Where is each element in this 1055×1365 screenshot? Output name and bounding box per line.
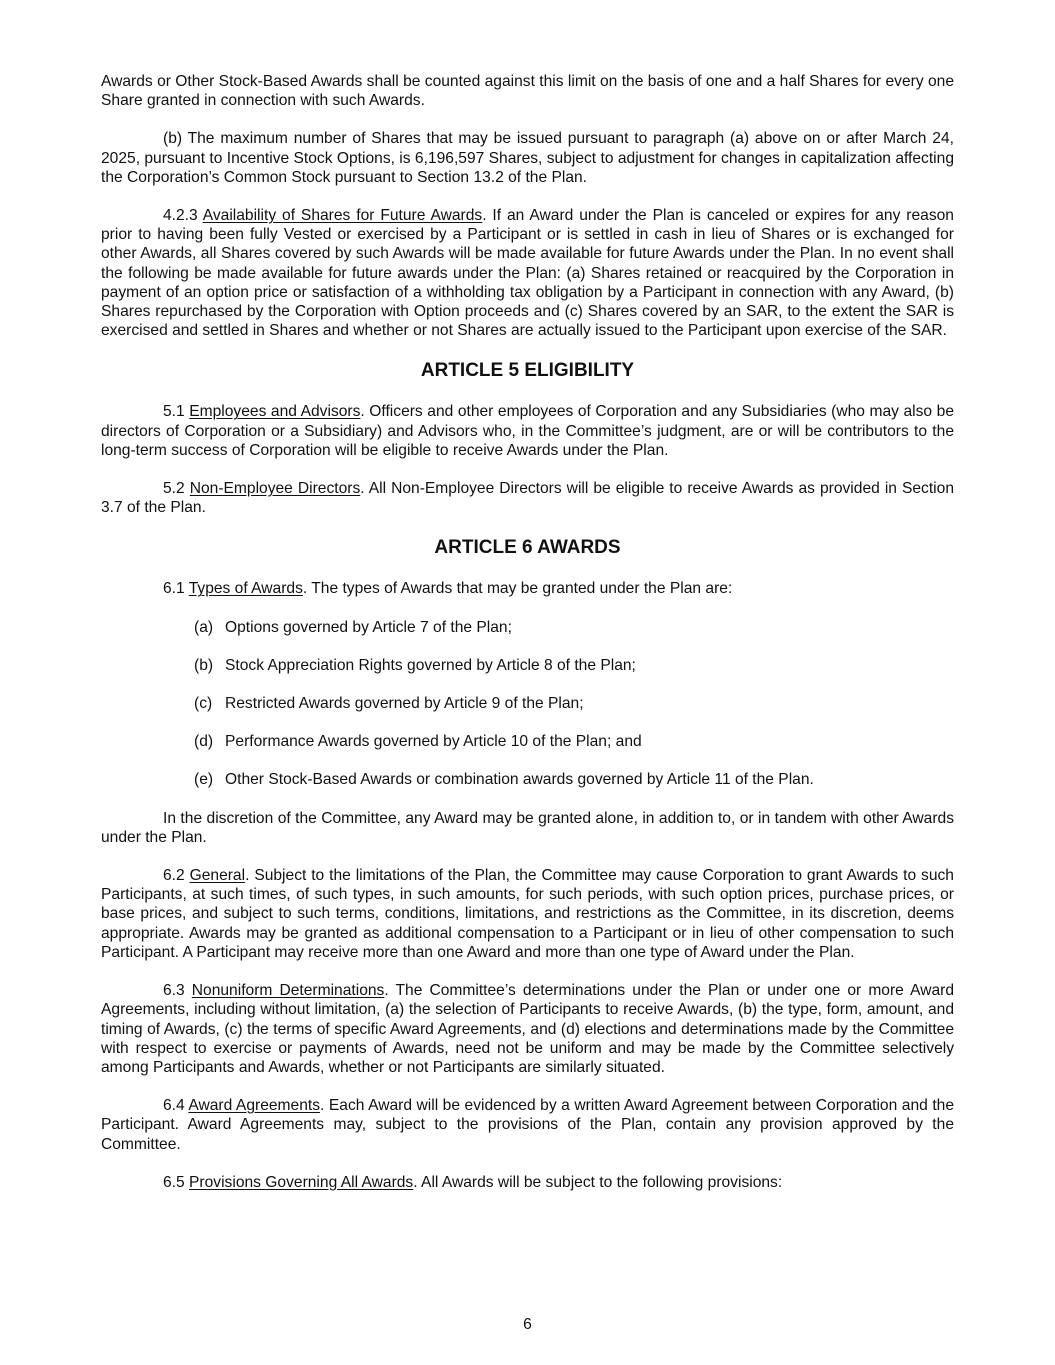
- section-6-1: [101, 579, 954, 598]
- article-5-heading: ARTICLE 5 ELIGIBILITY: [420, 360, 635, 382]
- section-number: 5.2: [163, 480, 185, 498]
- item-label: (d): [194, 733, 214, 751]
- section-number: 6.3: [163, 982, 185, 1000]
- section-title: Types of Awards: [188, 580, 303, 598]
- intro-continuation-paragraph: Awards or Other Stock-Based Awards shall be counted against this limit on the basis of one and a half Shares for every one Share granted in connection with such Awards.: [101, 73, 954, 110]
- award-type-item: [101, 618, 954, 637]
- section-title: Availability of Shares for Future Awards: [202, 207, 483, 225]
- section-5-1: [101, 402, 954, 460]
- section-6-5: [101, 1173, 954, 1192]
- section-title: General: [189, 867, 246, 885]
- discretion-paragraph: In the discretion of the Committee, any Award may be granted alone, in addition to, or in tandem with other Awards under the Plan.: [101, 809, 954, 846]
- section-text: . The types of Awards that may be granted under the Plan are:: [302, 580, 733, 598]
- award-type-item: [101, 770, 954, 789]
- section-title: Nonuniform Determinations: [191, 982, 385, 1000]
- item-text: Performance Awards governed by Article 10 of the Plan; and: [225, 733, 642, 751]
- item-text: Other Stock-Based Awards or combination awards governed by Article 11 of the Plan.: [225, 771, 814, 789]
- item-label: (c): [194, 695, 213, 713]
- section-number: 6.2: [163, 867, 185, 885]
- section-text: . Each Award will be evidenced by a written Award Agreement between Corporation and the Participant. Award Agreements may, subject to the provisions of the Plan, contain any provision approved by the Committee.: [101, 1097, 954, 1153]
- page-number: 6: [523, 1316, 532, 1333]
- section-title: Non-Employee Directors: [189, 480, 361, 498]
- section-4-2-3: [101, 206, 954, 340]
- award-type-item: [101, 694, 954, 713]
- award-type-item: [101, 656, 954, 675]
- section-text: . All Non-Employee Directors will be eligible to receive Awards as provided in Section 3.7 of the Plan.: [101, 480, 954, 517]
- section-text: . The Committee’s determinations under the Plan or under one or more Award Agreements, including without limitation, (a) the selection of Participants to receive Awards, (b) the type, form, amount, and timing of Awards, (c) the terms of specific Award Agreements, and (d) elections and determinations made by the Committee with respect to exercise or payments of Awards, need not be uniform and may be made by the Committee selectively among Participants and Awards, whether or not Participants are similarly situated.: [101, 982, 954, 1076]
- section-text: . Officers and other employees of Corporation and any Subsidiaries (who may also be directors of Corporation or a Subsidiary) and Advisors who, in the Committee’s judgment, are or will be contributors to the long-term success of Corporation will be eligible to receive Awards under the Plan.: [101, 403, 954, 459]
- paragraph-b: (b) The maximum number of Shares that may be issued pursuant to paragraph (a) above on or after March 24, 2025, pursuant to Incentive Stock Options, is 6,196,597 Shares, subject to adjustment for changes in capitalization affecting the Corporation’s Common Stock pursuant to Section 13.2 of the Plan.: [101, 130, 954, 186]
- section-text: . All Awards will be subject to the following provisions:: [413, 1173, 783, 1191]
- section-text: . Subject to the limitations of the Plan, the Committee may cause Corporation to grant Awards to such Participants, at such times, of such types, in such amounts, for such periods, with such option prices, purchase prices, or base prices, and subject to such terms, conditions, limitations, and restrictions as the Committee, in its discretion, deems appropriate. Awards may be granted as additional compensation to a Participant or in lieu of other compensation to such Participant. A Participant may receive more than one Award and more than one type of Award under the Plan.: [101, 867, 954, 961]
- section-number: 5.1: [163, 403, 185, 421]
- section-5-2: [101, 479, 954, 517]
- item-label: (e): [194, 771, 214, 789]
- item-label: (a): [194, 618, 214, 636]
- item-text: Restricted Awards governed by Article 9 of the Plan;: [225, 695, 584, 713]
- document-page: [101, 72, 954, 1192]
- section-title: Award Agreements: [188, 1097, 321, 1115]
- section-number: 4.2.3: [163, 207, 198, 225]
- item-text: Options governed by Article 7 of the Plan;: [225, 618, 512, 636]
- item-label: (b): [194, 656, 214, 674]
- section-number: 6.1: [163, 580, 185, 598]
- section-title: Employees and Advisors: [189, 403, 361, 421]
- section-6-2: [101, 866, 954, 962]
- section-text: . If an Award under the Plan is canceled or expires for any reason prior to having been fully Vested or exercised by a Participant or is settled in cash in lieu of Shares or is exchanged for other Awards, all Shares covered by such Awards will be made available for future Awards under the Plan. In no event shall the following be made available for future awards under the Plan: (a) Shares retained or reacquired by the Corporation in payment of an option price or satisfaction of a withholding tax obligation by a Participant in connection with any Award, (b) Shares repurchased by the Corporation with Option proceeds and (c) Shares covered by an SAR, to the extent the SAR is exercised and settled in Shares and whether or not Shares are actually issued to the Participant upon exercise of the SAR.: [101, 207, 954, 340]
- article-6-heading: ARTICLE 6 AWARDS: [434, 537, 621, 559]
- section-6-4: [101, 1096, 954, 1154]
- section-number: 6.4: [163, 1097, 185, 1115]
- section-title: Provisions Governing All Awards: [189, 1173, 414, 1191]
- award-type-item: [101, 732, 954, 751]
- section-number: 6.5: [163, 1173, 185, 1191]
- item-text: Stock Appreciation Rights governed by Article 8 of the Plan;: [225, 656, 636, 674]
- section-6-3: [101, 981, 954, 1077]
